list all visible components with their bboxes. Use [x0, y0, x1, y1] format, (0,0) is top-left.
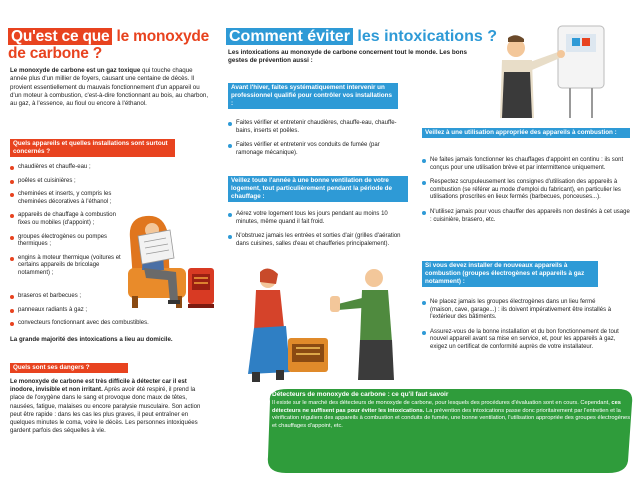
- left-conclusion: La grande majorité des intoxications a lieu au domicile.: [10, 336, 173, 343]
- left-intro-bold: Le monoxyde de carbone est un gaz toxique: [10, 67, 141, 74]
- list-item: Assurez-vous de la bonne installation et du bon fonctionnement de tout nouvel appareil avant sa mise en service, et, pour les appareils à gaz, exigez un certificat de conformité auprès de votre installateur.: [422, 329, 620, 352]
- co-detector-text-bold: ces détecteurs ne suffisent pas pour éviter les intoxications.: [272, 400, 621, 414]
- list-item: Faites vérifier et entretenir vos conduits de fumée (par ramonage mécanique).: [228, 142, 403, 157]
- appliance-list: [10, 164, 122, 284]
- list-item: convecteurs fonctionnant avec des combustibles.: [10, 320, 210, 328]
- list-item: Ne placez jamais les groupes électrogènes dans un lieu fermé (maison, cave, garage...) : ils doivent impérativement être installés à l'extérieur des bâtiments.: [422, 299, 620, 322]
- section-dangers-title: Quels sont ses dangers ?: [10, 363, 128, 373]
- list-item: braseros et barbecues ;: [10, 293, 210, 301]
- list-item: groupes électrogènes ou pompes thermiques ;: [10, 234, 122, 249]
- ventilation-list: [228, 211, 408, 255]
- list-item: poêles et cuisinières ;: [10, 178, 122, 186]
- winter-list: [228, 120, 403, 164]
- section-appliances-title: Quels appareils et quelles installations sont surtout concernés ?: [10, 139, 175, 157]
- dangers-text-bold: Le monoxyde de carbone est très difficile à détecter car il est inodore, invisible et non irritant.: [10, 378, 187, 394]
- list-item: N'obstruez jamais les entrées et sorties d'air (grilles d'aération dans cuisines, salles d'eau et chaufferies principalement).: [228, 233, 408, 248]
- section-winter-title: Avant l'hiver, faites systématiquement intervenir un professionnel qualifié pour contrôler vos installations :: [228, 83, 398, 109]
- section-ventilation-title: Veillez toute l'année à une bonne ventilation de votre logement, tout particulièrement pendant la période de chauffage :: [228, 176, 408, 202]
- boiler-technician-illustration: [486, 22, 626, 126]
- right-title: [226, 27, 497, 46]
- list-item: N'utilisez jamais pour vous chauffer des appareils non destinés à cet usage : cuisinière, brasero, etc.: [422, 209, 630, 224]
- left-title-line2: de carbone ?: [8, 45, 103, 62]
- dangers-text-rest: Après avoir été respiré, il prend la place de l'oxygène dans le sang et provoque donc maux de têtes, nausées, fatigue, malaises ou encore paralysie musculaire. Son action peut être rapide : dans les cas les plus graves, il peut entraîner en quelques minutes le coma, voire le décès. Les personnes intoxiquées gardent parfois des séquelles à vie.: [10, 386, 201, 435]
- right-title-highlight: Comment éviter: [226, 28, 353, 45]
- new-appliances-list: [422, 299, 620, 359]
- armchair-reader-illustration: [124, 208, 220, 326]
- left-intro: [10, 67, 210, 108]
- right-title-rest: les intoxications ?: [357, 28, 497, 45]
- list-item: appareils de chauffage à combustion fixes ou mobiles (d'appoint) ;: [10, 212, 122, 227]
- list-item: chaudières et chauffe-eau ;: [10, 164, 122, 172]
- list-item: Ne faites jamais fonctionner les chauffages d'appoint en continu : ils sont conçus pour une utilisation brève et par intermittence uniquement.: [422, 157, 630, 172]
- section-new-appliances-title: Si vous devez installer de nouveaux appareils à combustion (groupes électrogènes et appareils à gaz notamment) :: [422, 261, 598, 287]
- left-title-rest: le monoxyde: [116, 28, 210, 45]
- left-title-highlight: Qu'est ce que: [8, 28, 112, 45]
- section-usage-title: Veillez à une utilisation appropriée des appareils à combustion :: [422, 128, 630, 138]
- list-item: Aérez votre logement tous les jours pendant au moins 10 minutes, même quand il fait froid.: [228, 211, 408, 226]
- left-title: [8, 28, 218, 62]
- co-detector-text-part2: La prévention des intoxications passe donc prioritairement par l'entretien et la vérification réguliers des appareils à combustion et conduits de fumée, une bonne ventilation, l'utilisation appropriée des groupes électrogènes et chauffages d'appoint, etc.: [272, 407, 631, 430]
- usage-list: [422, 157, 630, 231]
- right-intro: Les intoxications au monoxyde de carbone concernent tout le monde. Les bons gestes de prévention aussi :: [228, 49, 467, 65]
- list-item: panneaux radiants à gaz ;: [10, 307, 210, 315]
- co-detector-text: [272, 400, 632, 431]
- list-item: cheminées et inserts, y compris les cheminées décoratives à l'éthanol ;: [10, 191, 122, 206]
- ventilation-stop-illustration: [234, 262, 406, 388]
- co-detector-text-part1: Il existe sur le marché des détecteurs de monoxyde de carbone, pour lesquels des procédures d'évaluation sont en cours. Cependant,: [272, 400, 610, 406]
- list-item: engins à moteur thermique (voitures et certains appareils de bricolage notamment) ;: [10, 255, 122, 278]
- dangers-text: [10, 378, 210, 435]
- list-item: Respectez scrupuleusement les consignes d'utilisation des appareils à combustion (se référer au mode d'emploi du fabricant), en particulier les utilisations proscrites en lieux fermés (barbecues, ponceuses...).: [422, 179, 630, 202]
- left-intro-rest: qui touche chaque année plus d'un millier de foyers, causant une centaine de décès. Il provient essentiellement du mauvais fonctionnement d'un appareil ou d'un moteur à combustion, c'est-à-dire fonctionnant au bois, au charbon, au gaz, à l'essence, au fioul ou encore à l'éthanol.: [10, 67, 209, 108]
- co-detector-title: Détecteurs de monoxyde de carbone : ce qu'il faut savoir: [272, 391, 449, 398]
- list-item: Faites vérifier et entretenir chaudières, chauffe-eau, chauffe-bains, inserts et poêles.: [228, 120, 403, 135]
